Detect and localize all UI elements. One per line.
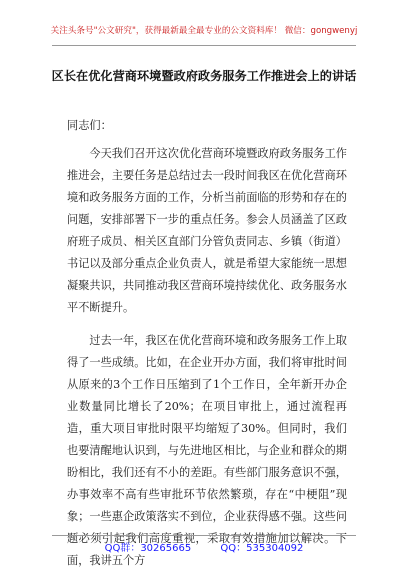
qq-number: QQ：535304092 [220,543,304,554]
footer-contact [0,539,408,554]
paragraph-intro: 今天我们召开这次优化营商环境暨政府政务服务工作推进会，主要任务是总结过去一段时间我区在优化营商环境和政务服务方面的工作，分析当前面临的形势和存在的问题，安排部署下一步的重点任务。参会人员涵盖了区政府班子成员、相关区直部门分管负责同志、乡镇（街道）书记以及部分重点企业负责人，就是希望大家能统一思想凝聚共识，共同推动我区营商环境持续优化、政务服务水平不断提升。 [67,147,347,314]
salutation: 同志们： [67,119,112,132]
footer-divider [52,535,356,536]
header-divider [52,45,356,46]
document-title: 区长在优化营商环境暨政府政务服务工作推进会上的讲话 [51,69,357,83]
header-banner: 关注头条号"公文研究"，获得最新最全最专业的公文资料库！ 微信：gongwenyj [50,26,358,36]
paragraph-review: 过去一年，我区在优化营商环境和政务服务工作上取得了一些成绩。比如，在企业开办方面，我们将审批时间从原来的3个工作日压缩到了1个工作日，全年新开办企业数量同比增长了20%；在项目审批上，通过流程再造，重大项目审批时限平均缩短了30%。但同时，我们也要清醒地认识到，与先进地区相比，与企业和群众的期盼相比，我们还有不小的差距。有些部门服务意识不强，办事效率不高有些审批环节依然繁琐，存在“中梗阻”现象；一些惠企政策落实不到位，企业获得感不强。这些问题必须引起我们高度重视，采取有效措施加以解决。下面，我讲五个方 [67,334,347,567]
document-body [67,115,347,572]
qq-group-number: QQ群：30265665 [104,543,192,554]
